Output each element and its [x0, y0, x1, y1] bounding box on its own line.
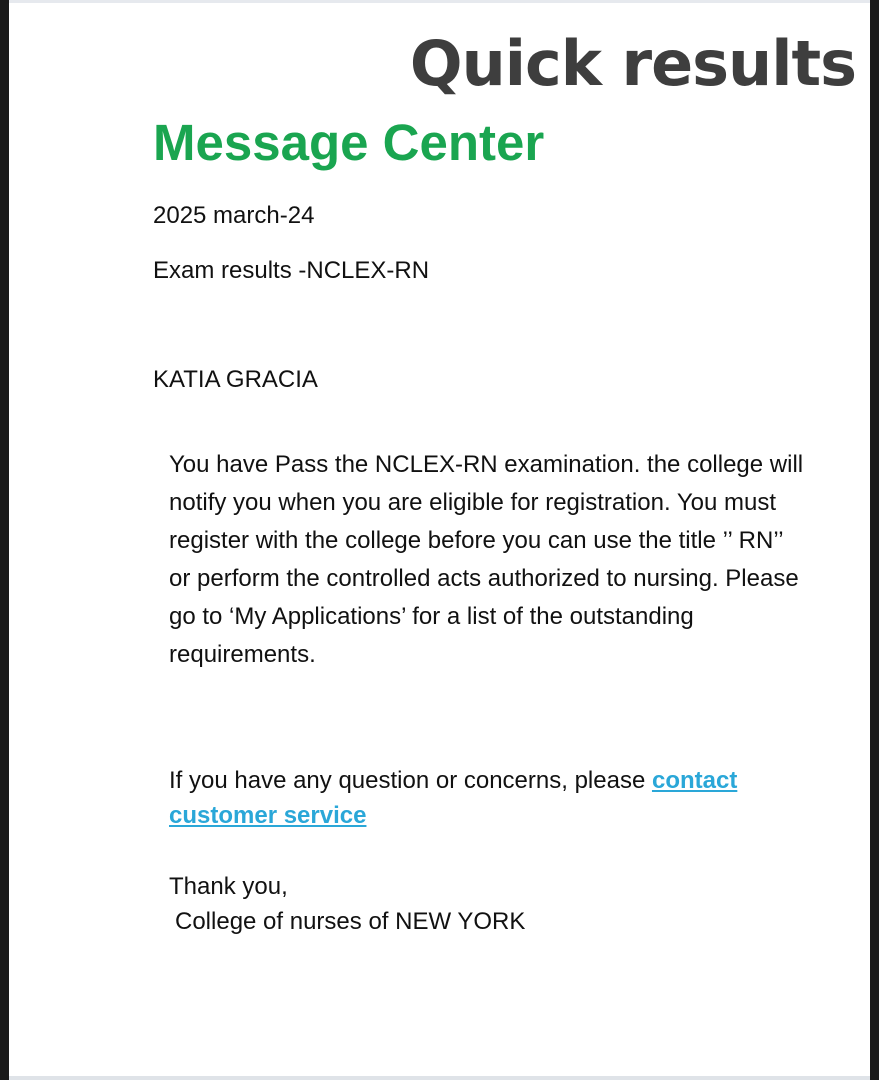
contact-customer-service-link[interactable]: contact customer service — [169, 767, 738, 829]
message-recipient: KATIA GRACIA — [153, 366, 318, 393]
message-body: You have Pass the NCLEX-RN examination. the college will notify you when you are eligible for registration. You must register with the college before you can use the title ’’ RN’’ or perform the controlled acts authorized to nursing. Please go to ‘My Applications’ for a list of the outstanding requirements. — [169, 451, 804, 668]
message-subject: Exam results -NCLEX-RN — [153, 257, 430, 284]
quick-results-title: Quick results — [409, 27, 856, 100]
message-center-title: Message Center — [153, 114, 545, 171]
contact-paragraph — [169, 763, 829, 833]
message-date: 2025 march-24 — [153, 202, 315, 229]
contact-prefix: If you have any question or concerns, please — [169, 767, 652, 794]
closing-block — [169, 869, 525, 939]
signature: College of nurses of NEW YORK — [175, 908, 526, 935]
message-page — [9, 0, 870, 1080]
closing-text: Thank you, — [169, 873, 288, 900]
